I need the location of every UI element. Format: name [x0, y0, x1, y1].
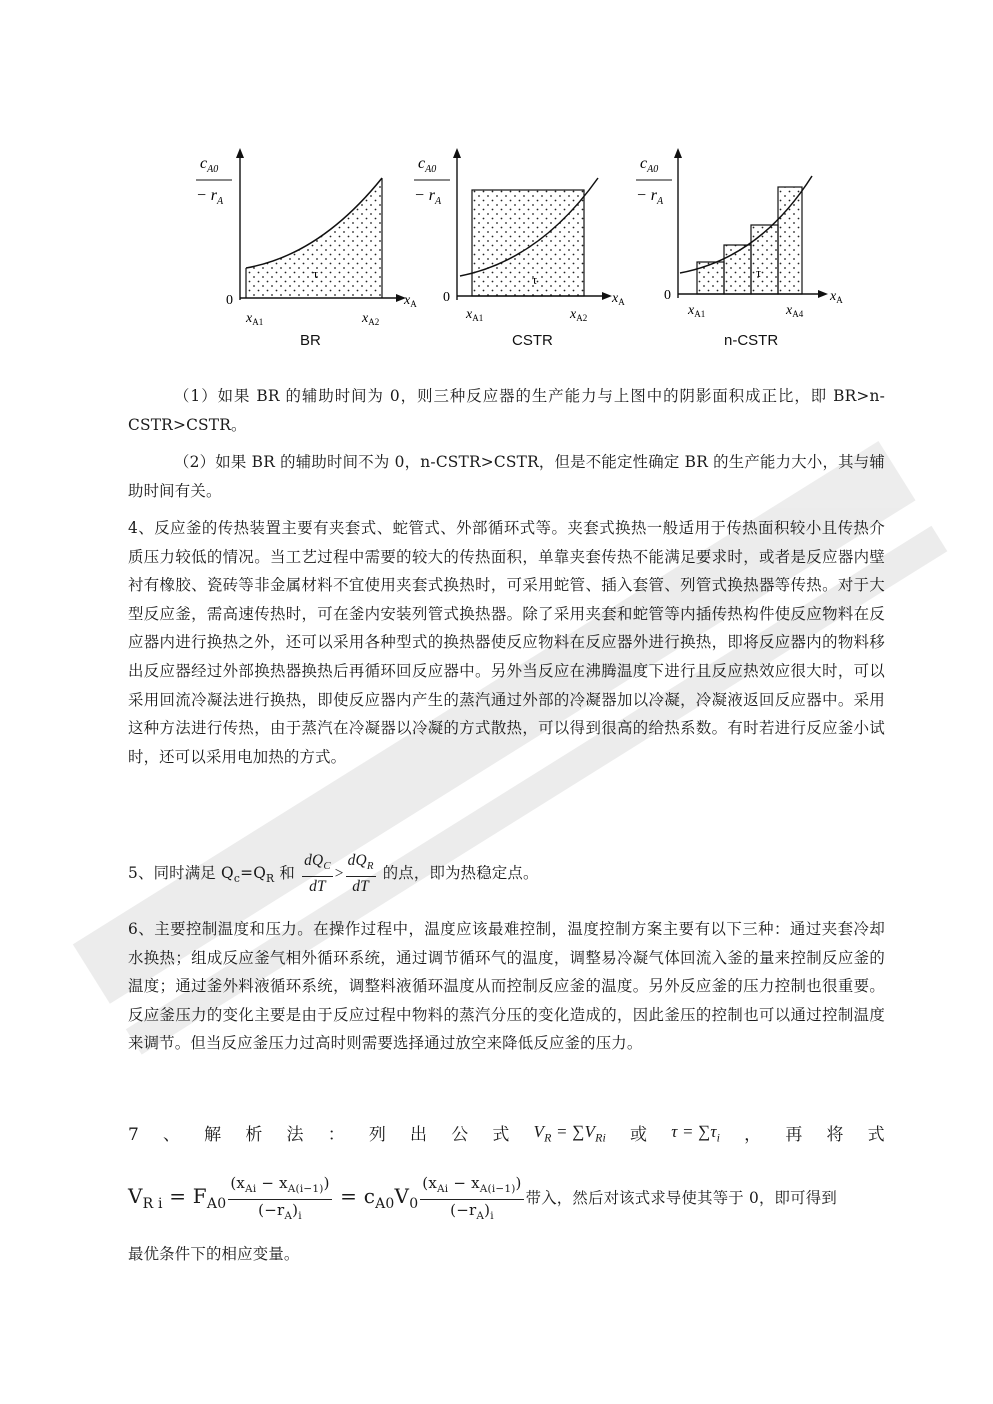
p7-formula-vr: $V_R = \sum V_{Ri}$ — [533, 1122, 607, 1145]
ncstr-origin: 0 — [664, 288, 671, 303]
paragraph-7-line-3: 最优条件下的相应变量。 — [128, 1245, 300, 1263]
p5-suffix: 的点，即为热稳定点。 — [377, 864, 539, 882]
ncstr-tick-xa1: $x_{A1}$ — [688, 303, 706, 319]
paragraph-2: （2）如果 BR 的辅助时间不为 0，n-CSTR>CSTR，但是不能定性确定 BR 的生产能力大小，其与辅助时间有关。 — [128, 453, 885, 500]
paragraph-5 — [128, 850, 885, 902]
p7-w4: 法 — [286, 1124, 304, 1145]
p7b-fraction-1: $\frac{(x_{Ai} - x_{A(i-1)})}{(-r_A)_i}$ — [230, 1173, 330, 1222]
p7-then-2: 式 — [867, 1124, 885, 1145]
paragraph-1: （1）如果 BR 的辅助时间为 0，则三种反应器的生产能力与上图中的阴影面积成正比，即 BR>n-CSTR>CSTR。 — [128, 387, 885, 434]
cstr-panel — [414, 148, 625, 323]
cstr-x-arrow — [602, 292, 612, 300]
p5-qc-sub: c — [233, 872, 241, 886]
p7-w0: 7 — [128, 1124, 140, 1145]
br-area-label: τ — [313, 266, 319, 281]
paragraph-6: 6、主要控制温度和压力。在操作过程中，温度应该最难控制，温度控制方案主要有以下三种：通过夹套冷却水换热；组成反应釜气相外循环系统，通过调节循环气的温度，调整易冷凝气体回流入釜的量来控制反应釜的温度；通过釜外料液循环系统，调整料液循环温度从而控制反应釜的温度。另外反应釜的压力控制也很重要。反应釜压力的变化主要是由于反应过程中物料的蒸汽分压的变化造成的，因此釜压的控制也可以通过控制温度来调节。但当反应釜压力过高时则需要选择通过放空来降低反应釜的压力。 — [128, 920, 885, 1053]
p7-formula-tau: $\tau = \sum\tau_i$ — [671, 1122, 721, 1145]
p7-w6: 列 — [368, 1124, 387, 1145]
br-origin: 0 — [226, 293, 233, 308]
p7-or: 或 — [630, 1124, 648, 1145]
cstr-ylabel-den: − $r_A$ — [414, 187, 442, 207]
paragraph-7-line-1 — [128, 1118, 885, 1152]
cstr-ylabel-num: $c_{A0}$ — [418, 155, 437, 175]
p7b-lhs: $V_{R i} = F_{A0}$ — [128, 1184, 227, 1212]
ncstr-panel — [636, 148, 843, 319]
ncstr-tick-xa4: $x_{A4}$ — [786, 303, 804, 319]
cstr-area-label: τ — [532, 272, 538, 287]
cstr-xlabel: $x_A$ — [612, 291, 625, 307]
caption-cstr: CSTR — [512, 332, 553, 349]
br-y-arrow — [236, 148, 244, 158]
p7-then-0: 再 — [785, 1124, 803, 1145]
ncstr-ylabel-num: $c_{A0}$ — [640, 155, 659, 175]
p7-w7: 出 — [410, 1124, 428, 1145]
p5-gt: > — [334, 865, 344, 882]
br-tick-xa1: $x_{A1}$ — [246, 311, 264, 327]
caption-ncstr: n-CSTR — [724, 332, 779, 349]
p5-eq: =Q — [240, 864, 267, 882]
p7-then-1: 将 — [826, 1124, 844, 1145]
ncstr-area-label: τ — [756, 265, 762, 280]
p7-w9: 式 — [492, 1124, 510, 1145]
p7-comma: ， — [744, 1124, 762, 1145]
p7b-tail: 带入，然后对该式求导使其等于 0，即可得到 — [525, 1189, 837, 1207]
p7-w3: 析 — [245, 1124, 263, 1145]
caption-br: BR — [300, 332, 321, 349]
p5-fraction-2: $\frac{dQ_R}{dT}$ — [347, 851, 374, 896]
ncstr-y-arrow — [674, 148, 682, 158]
p7-w1: 、 — [163, 1124, 181, 1145]
p5-and: 和 — [274, 864, 301, 882]
br-ylabel-num: $c_{A0}$ — [200, 155, 219, 175]
cstr-tick-xa1: $x_{A1}$ — [466, 307, 484, 323]
ncstr-xlabel: $x_A$ — [830, 289, 843, 305]
p7-w5: ： — [327, 1124, 345, 1145]
ncstr-step-3 — [751, 225, 778, 294]
ncstr-x-arrow — [818, 290, 828, 298]
p7-w2: 解 — [204, 1124, 222, 1145]
ncstr-step-1 — [697, 262, 724, 294]
paragraph-4: 4、反应釜的传热装置主要有夹套式、蛇管式、外部循环式等。夹套式换热一般适用于传热面积较小且传热介质压力较低的情况。当工艺过程中需要的较大的传热面积，单靠夹套传热不能满足要求时，或者是反应器内壁衬有橡胶、瓷砖等非金属材料不宜使用夹套式换热时，可采用蛇管、插入套管、列管式换热器等传热。对于大型反应釜，需高速传热时，可在釜内安装列管式换热器。除了采用夹套和蛇管等内插传热构件使反应物料在反应器内进行换热之外，还可以采用各种型式的换热器使反应物料在反应器外进行换热，即将反应器内的物料移出反应器经过外部换热器换热后再循环回反应器中。另外当反应在沸腾温度下进行且反应热效应很大时，可以采用回流冷凝法进行换热，即使反应器内产生的蒸汽通过外部的冷凝器加以冷凝，冷凝液返回反应器中。采用这种方法进行传热，由于蒸汽在冷凝器以冷凝的方式散热，可以得到很高的给热系数。有时若进行反应釜小试时，还可以采用电加热的方式。 — [128, 519, 885, 766]
cstr-shaded-area — [472, 190, 584, 296]
p7b-fraction-2: $\frac{(x_{Ai} - x_{A(i-1)})}{(-r_A)_i}$ — [422, 1173, 522, 1222]
br-tick-xa2: $x_{A2}$ — [362, 311, 380, 327]
p5-prefix: 5、同时满足 Q — [128, 864, 234, 882]
br-panel — [196, 148, 417, 327]
ncstr-step-4 — [778, 187, 802, 294]
p7b-mid: = $c_{A0}V_0$ — [333, 1184, 419, 1212]
cstr-y-arrow — [453, 148, 461, 158]
br-xlabel: $x_A$ — [404, 293, 417, 309]
cstr-tick-xa2: $x_{A2}$ — [570, 307, 588, 323]
ncstr-ylabel-den: − $r_A$ — [636, 187, 664, 207]
p7-w8: 公 — [451, 1124, 469, 1145]
cstr-origin: 0 — [443, 290, 450, 305]
p5-fraction-1: $\frac{dQ_C}{dT}$ — [304, 851, 331, 896]
paragraph-7-line-2 — [128, 1168, 885, 1232]
p5-qr-sub: R — [266, 872, 275, 886]
br-ylabel-den: − $r_A$ — [196, 187, 224, 207]
